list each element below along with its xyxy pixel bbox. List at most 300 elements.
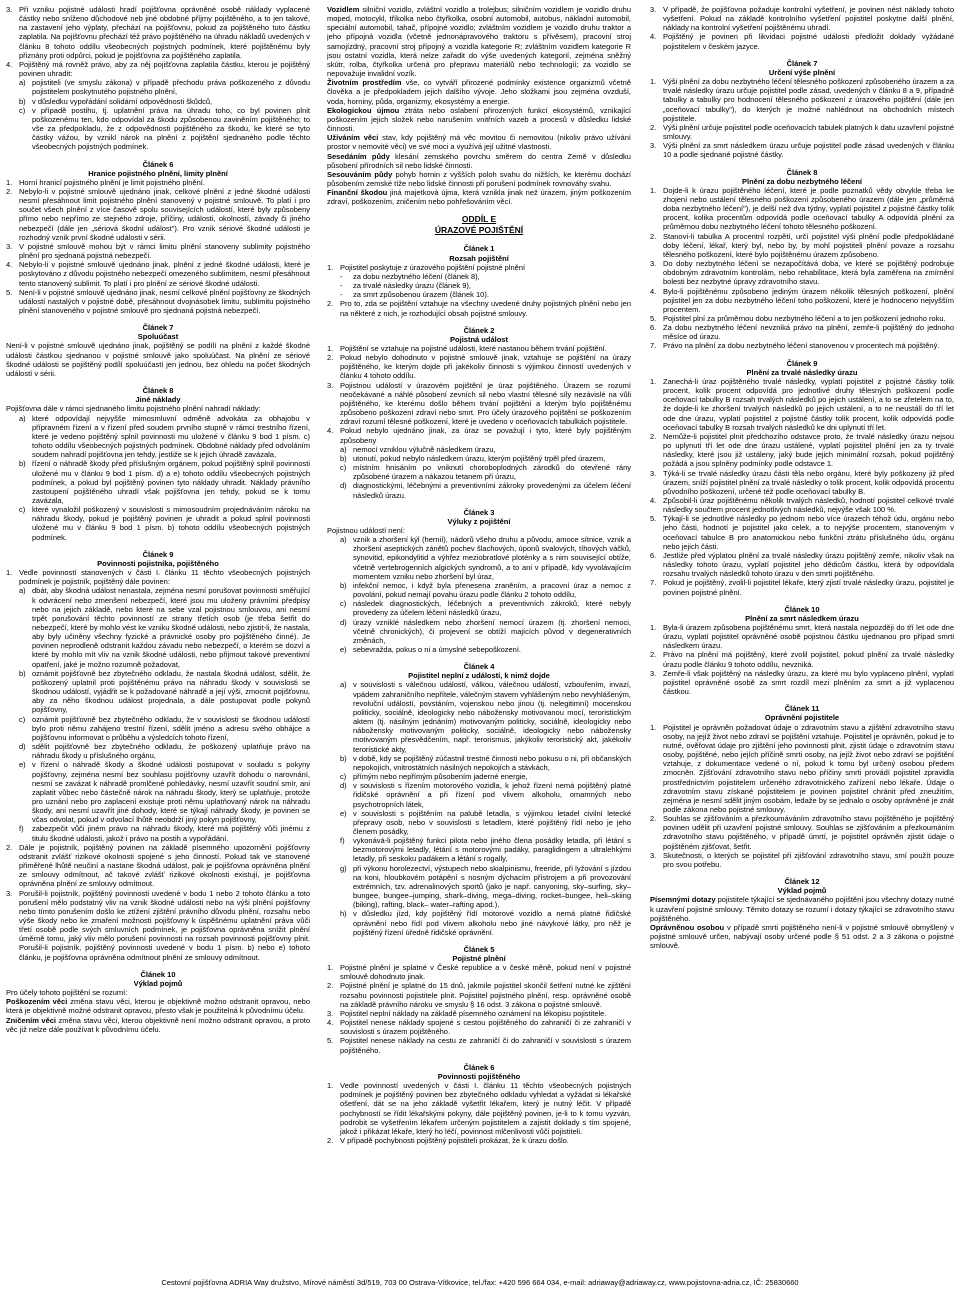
item-text: řízení o náhradě škody před příslušným orgánem, pokud pojištěný splnil povinnosti uložené mu v článku 9 bod 1 písm. d) a e) tohoto oddílu všeobecných pojistných podmínek, a pokud byl pojištěný povinen tyto náklady uhradit. Náklady právního zastoupení pojištěného uhradí však pojišťovna jen tehdy, pokud se k tomu zavázala, <box>32 459 310 505</box>
text-column-left <box>6 5 310 1245</box>
defined-term: Ekologickou újmou <box>327 105 400 115</box>
defined-term: Finanční škodou <box>327 188 388 198</box>
article-title: Hranice pojistného plnění, limity plnění <box>88 168 228 178</box>
list-item <box>327 864 631 910</box>
definition-text: jiná majetková újma, která vznikla jinak než úrazem, jiným poškozením zdraví, poškozením, zničením nebo pohřešováním věcí. <box>327 188 631 207</box>
article-title: Výklad pojmů <box>777 886 827 896</box>
article-title: Výklad pojmů <box>133 978 183 988</box>
article-heading <box>327 1063 631 1081</box>
article-title: Pojistné plnění <box>452 954 506 963</box>
numbered-paragraph <box>327 1009 631 1018</box>
numbered-paragraph <box>650 377 954 432</box>
article-title: Plnění za dobu nezbytného léčení <box>741 176 862 186</box>
numbered-paragraph <box>650 469 954 496</box>
defined-term: Životním prostředím <box>327 78 402 88</box>
article-heading <box>650 168 954 186</box>
item-marker: 5. <box>6 287 13 297</box>
numbered-paragraph <box>650 32 954 50</box>
definition-paragraph <box>650 923 954 950</box>
numbered-paragraph <box>6 60 310 78</box>
definition-paragraph <box>6 1016 310 1034</box>
item-marker: c) <box>340 599 347 609</box>
article-heading <box>6 323 310 341</box>
list-item <box>6 459 310 505</box>
item-text: za trvalé následky úrazu (článek 9), <box>353 281 471 291</box>
item-marker: 2. <box>650 122 657 132</box>
list-item <box>327 645 631 654</box>
item-marker: 2. <box>6 186 13 196</box>
definition-paragraph <box>327 152 631 170</box>
item-text: které odpovídají nejvyšše mimosmluvní odměně advokáta za obhajobu v přípravném řízení a v řízení před soudem prvního stupně v rámci trestního řízení, které je vedeno pojištěný splnil povinnosti mu uložené v článku 9 bod 1 písm. c) tohoto oddílu všeobecných pojistných podmínek. Obdobné náklady před odvoláním soudem nahradí pojišťovna jen tehdy, jestliže se k jejich úhradě zavázala, <box>32 413 310 460</box>
item-text: vznik a zhoršení kýl (hernií), nádorů všeho druhu a původu, amoce sítnice, vznik a zhoršení aseptických zánětů pochev šlachových, úponů svalových, tíhových váčků, synovitid, epikondylitid a výhřez meziobratlové ploténky a s nim související obtíže, včetně vertebrogenních algických syndromů, a to ani v případě, kdy vyvolávajícím momentem vzniku nebo zhoršení byl úraz, <box>353 535 631 581</box>
item-marker: g) <box>340 863 347 873</box>
item-marker: c) <box>340 463 347 473</box>
article-heading <box>327 244 631 262</box>
numbered-paragraph <box>6 242 310 260</box>
item-marker: 1. <box>650 722 657 732</box>
item-text: zabezpečit vůči jiném právo na náhradu škody, které má pojištěný vůči jinému z titulu škodné události, jakož i právo na postih a vypořádání. <box>32 824 310 843</box>
numbered-paragraph <box>6 178 310 187</box>
item-text: nemocí vzniklou výlučně následkem úrazu, <box>353 444 496 454</box>
definition-text: pohyb hornin z vyšších poloh svahu do nižších, ke kterému dochází působením zemské tíže nebo lidské činnosti při porušení podmínek rovnováhy svahu. <box>327 169 631 188</box>
list-item <box>327 618 631 645</box>
item-marker: d) <box>340 481 347 491</box>
item-marker: - <box>340 271 343 281</box>
article-heading <box>327 508 631 526</box>
article-number: Článek 1 <box>463 244 495 254</box>
list-item <box>327 290 631 299</box>
item-marker: d) <box>340 617 347 627</box>
item-text: Byla-li úrazem způsobena pojištěnému smrt, která nastala nejpozději do tří let ode dne úrazu, vyplatí pojistitel oprávněné osobě pojistnou částku ujednanou pro případ smrti následkem úrazu. <box>663 623 954 651</box>
article-title: Povinnosti pojistníka, pojištěného <box>97 558 219 568</box>
item-marker: c) <box>19 105 26 115</box>
item-text: Výši plnění za dobu nezbytného léčení tělesného poškození způsobeného úrazem a za trvalé následky úrazu určuje pojistitel podle zásad, uvedených v článku 8 a 9, případně tabulky a tabulky pro hodnocení tělesného poškození z úrazového pojištění (dále jen „oceňovací tabulky"), do kterých je možné nahlédnout na obchodních místech pojistitele. <box>663 77 954 123</box>
list-item <box>327 836 631 863</box>
item-marker: e) <box>340 645 347 654</box>
paragraph: Pro účely tohoto pojištění se rozumí: <box>6 988 128 998</box>
article-title: Určení výše plnění <box>768 67 836 77</box>
paragraph: Pojistnou událostí není: <box>327 525 405 535</box>
numbered-paragraph <box>650 232 954 259</box>
item-marker: 2. <box>327 981 334 991</box>
article-title: Rozsah pojištění <box>449 253 509 263</box>
section-heading <box>327 214 631 236</box>
numbered-paragraph <box>650 551 954 578</box>
item-text: za smrt způsobenou úrazem (článek 10). <box>353 290 489 300</box>
numbered-paragraph <box>650 650 954 668</box>
item-text: dbát, aby škodná událost nenastala, zejména nesmí porušovat povinnosti směřující k odvrácení nebo zmenšení nebezpečí, které jsou mu uloženy právními předpisy nebo na jejich základě, nebo které na sebe vzal pojistnou smlouvou, ani nesmí trpět porušování těchto povinností ze strany třetích osob (je třeba šetřit do nebezpečí, které by mohlo vést ke vzniku škodné události, nebo zjistit-li, že nastala, aby byly učiněny všechny fyzické a právnické osoby pro pojištěného činné). Je povinen neprodleně odstranit každou závadu nebo nebezpečí, o kterém se dozví a které by mohlo mít vliv na vznik škodné události, nebo přijmout takové preventivní opatření, jaké je možno rozumně požadovat, <box>32 586 310 669</box>
item-marker: 1. <box>327 963 334 973</box>
item-marker: 5. <box>327 1036 334 1046</box>
list-item <box>327 281 631 290</box>
item-marker: 3. <box>327 1008 334 1018</box>
list-item <box>6 824 310 842</box>
defined-term: Sesedáním půdy <box>327 151 390 161</box>
item-marker: 1. <box>6 177 13 187</box>
numbered-paragraph <box>650 314 954 323</box>
article-number: Článek 6 <box>142 159 174 169</box>
item-text: Zemře-li však pojištěný na následky úrazu, za které mu bylo vyplaceno plnění, vyplatí pojistitel oprávněné osobě za smrt rozdíl mezi plněním za smrt a již vyplacenou částkou. <box>663 668 954 697</box>
article-title: Povinnosti pojištěného <box>437 1071 521 1081</box>
definition-text: silniční vozidlo, zvláštní vozidlo a trolejbus; silničním vozidlem je vozidlo druhu moped, motocykl, tříkolka nebo čtyřkolka, osobní automobil, autobus, nákladní automobil, speciální automobil, tahač, přípojné vozidlo; zvláštním vozidlem je vozidlo druhu traktor a jeho přípojná vozidla (včetně jednonápravového traktoru s přívěsem), pracovní stroj samojízdný, pracovní stroj přípojný a vozidla kategorie R; zvláštním vozidlem kategorie R jsou ostatní vozidla, která nelze zařadit do výše uvedených kategorií, zejména sněžný skútr, rolba, čtyřkolka určená pro přepravu materiálů nebo technologií; za vozidlo se nepovažuje invalidní vozík. <box>327 5 631 79</box>
item-text: Právo na plnění za dobu nezbytného léčení stanovenou v procentech má pojištěný. <box>663 341 940 351</box>
item-text: Právo na plnění má pojištěný, které zvolil pojistitel, pokud plnění za trvalé následky úrazu podle článku 9 tohoto oddílu, nevzniká. <box>663 650 954 669</box>
item-text: vykonává-li pojištěný funkci pilota nebo jiného člena posádky letadla, při létání s bezmotorovými letadly, létání s motorovými padáky, paraglidingem a ultralehkými letadly, při seskoku padákem a létání s rogally, <box>353 836 631 864</box>
list-item <box>327 445 631 454</box>
list-item <box>6 505 310 542</box>
numbered-paragraph <box>650 259 954 286</box>
numbered-paragraph <box>650 141 954 159</box>
item-marker: f) <box>340 836 345 846</box>
item-text: Výši plnění za smrt následkem úrazu určuje pojistitel podle zásad uvedených v článku 10 a podle sjednané pojistné částky. <box>663 141 954 160</box>
article-heading <box>6 386 310 404</box>
numbered-paragraph <box>327 963 631 981</box>
article-number: Článek 6 <box>463 1062 495 1072</box>
list-item <box>327 454 631 463</box>
article-heading <box>650 59 954 77</box>
item-marker: 3. <box>650 141 657 151</box>
item-marker: 3. <box>6 888 13 898</box>
item-text: Při vzniku pojistné události hradí pojišťovna oprávněné osobě náklady vyplacené částky nebo sníženo důchodové neb jiné obdobné příjmy pojištěného, a to jen takové, na zastavení jeho výplaty, přechází na pojišťovnu, pokud za pojištěného tuto částku zaplatila. Na pojišťovnu přechází též právo pojištěného na úhradu nákladů uvedených v článku 8 tohoto oddílu všeobecných pojistných podmínek, které pojištěnému byly přiznány proti odpůrci, pokud je pojišťovna za pojištěného zaplatila. <box>19 5 310 60</box>
item-text: v případě postihu, tj. uplatnění práva na úhradu toho, co byl povinen plnit poškozenému ten, kdo odpovídal za škodu způsobenou zaviněním pojištěného; to vše za předpokladu, že z odpovědnosti pojištěného za škodu, ke které se tyto částky vážou, by vznikl nárok na plnění z pojištění sjednaného podle těchto všeobecných pojistných podmínek. <box>32 105 310 152</box>
numbered-paragraph <box>6 187 310 242</box>
item-text: Pojistitel nenese náklady na cestu ze zahraničí či do zahraničí v souvislosti s úrazem pojištěného. <box>340 1036 631 1055</box>
numbered-paragraph <box>327 1036 631 1054</box>
numbered-paragraph <box>650 578 954 596</box>
item-text: v souvislosti s válečnou událostí, válkou, válečnou událostí, vzbouřením, invazí, vpádem zahraničního nepřítele, válečným stavem vyhlášeným nebo nevyhlášeným, revoluční událostí, povstáním, vojenskou nebo jinou (tj. nelegitimní) mocenskou politicky, sociálně, ideologicky nebo nábožensky motivovanou mocí, teroristickým aktem (tj. násilným jednáním) motivovaným politicky, sociálně, ideologicky nebo nábožensky motivovaným politicky, sociálně, ideologicky nebo nábožensky motivovaným přesvědčením, např. terorismus, jakýkoliv teroristický akt, jakékoliv teroristické akty, <box>353 680 631 754</box>
list-item <box>327 535 631 581</box>
numbered-paragraph <box>650 814 954 851</box>
definition-text: v případě smrti pojištěného není-li v pojistné smlouvě obmyšlený v pojistné smlouvě určen, nabývají osoby určené podle § 51 odst. 2 a 3 zákona o pojistné smlouvě. <box>650 922 954 951</box>
item-marker: 1. <box>327 344 334 353</box>
list-item <box>327 581 631 599</box>
item-text: Pojištění se vztahuje na pojistné události, které nastanou během trvání pojištění. <box>340 344 607 353</box>
article-heading <box>327 945 631 963</box>
numbered-paragraph <box>650 669 954 696</box>
article-title: Výluky z pojištění <box>447 516 511 526</box>
text-column-right <box>650 5 954 1245</box>
item-marker: 2. <box>327 1135 334 1145</box>
item-text: sebevražda, pokus o ni a úmyslné sebepoškození. <box>353 645 522 654</box>
item-marker: b) <box>340 453 347 463</box>
item-text: Nemůže-li pojistitel plnit předchozího odstavce proto, že trvalé následky úrazu nejsou po uplynutí tří let ode dne úrazu ustálené, vyplatí pojistitel plnění jen za ty trvalé následky, které jsou již ustáleny, jaký bude jejich minimální rozsah, pokud pojištěný požádá a jsou splněny podmínky podle odstavce 1. <box>663 431 954 469</box>
list-item <box>327 463 631 481</box>
item-marker: 3. <box>6 5 13 14</box>
item-marker: 4. <box>6 260 13 270</box>
list-item <box>327 781 631 808</box>
article-heading <box>327 662 631 680</box>
item-text: úrazy vzniklé následkem nebo zhoršení nemocí úrazem (tj. zhoršení nemoci, včetně chronických), či projevení se obtíží majících původ v degenerativních změnách, <box>353 617 631 645</box>
article-number: Článek 9 <box>786 358 818 368</box>
item-text: Horní hranicí pojistného plnění je limit pojistného plnění. <box>19 177 205 187</box>
list-item <box>6 715 310 742</box>
list-item <box>327 809 631 836</box>
item-marker: 2. <box>327 299 334 309</box>
definition-text: změna stavu věci, kterou je objektivně možno odstranit opravou, nebo která je objektivně možné odstranit opravou, přesto však je použitelná k původnímu účelu. <box>6 997 310 1016</box>
item-marker: b) <box>19 668 26 678</box>
paragraph: Není-li v pojistné smlouvě ujednáno jinak, pojištěný se podílí na plnění z každé škodné události částkou sjednanou v pojistné smlouvě jako spoluúčast. Na plnění ze sériové škodné události se pojištěný podílí spoluúčastí jen jednou, bez ohledu na počet škodných událostí v sérii. <box>6 341 310 378</box>
item-marker: a) <box>340 444 347 454</box>
item-marker: 3. <box>6 241 13 251</box>
item-text: Pojistitel nenese náklady spojené s cestou pojištěného do zahraničí či ze zahraničí v souvislosti s úrazem pojištěného. <box>340 1018 631 1037</box>
item-marker: 3. <box>650 259 657 269</box>
article-number: Článek 2 <box>463 325 495 335</box>
article-heading <box>650 605 954 623</box>
item-marker: 2. <box>650 231 657 241</box>
list-item <box>6 760 310 824</box>
item-text: Pro to, zda se pojištění vztahuje na všechny uvedené druhy pojistných plnění nebo jen na některé z nich, je rozhodující obsah pojistné smlouvy. <box>340 299 631 318</box>
item-text: Způsobil-li úraz pojištěnému několik trvalých následků, hodnotí pojistitel celkové trvalé následky součtem procent jednotlivých následků, nejvýše však 100 %. <box>663 495 954 515</box>
item-text: Bylo-li pojištěnému způsobeno jediným úrazem několik tělesných poškození, plnění pojistitel jen za dobu nezbytného léčení toho poškození, které je hodnoceno nejvyšším procentem. <box>663 286 954 314</box>
section-heading-line: ODDÍL E <box>461 214 497 225</box>
numbered-paragraph <box>650 723 954 815</box>
numbered-paragraph <box>327 344 631 353</box>
numbered-paragraph <box>6 288 310 315</box>
page-footer: Cestovní pojišťovna ADRIA Way družstvo, Mírové náměstí 3d/519, 703 00 Ostrava-Vítkovice, tel./fax: +420 596 664 034, e-mail: adriaway@adriaway.cz, www.pojistovna-adria.cz, IČ: 25830660 <box>161 1278 799 1287</box>
item-marker: 2. <box>650 431 657 441</box>
article-number: Článek 10 <box>140 969 176 979</box>
numbered-paragraph <box>650 496 954 514</box>
item-text: přímým nebo nepřímým působením jaderné energie, <box>353 772 528 782</box>
item-marker: 7. <box>650 341 657 351</box>
item-text: V případě, že pojišťovna požaduje kontrolní vyšetření, je povinen nést náklady tohoto vyšetření. Pokud na základě kontrolního vyšetření pojistitel poskytne další plnění, náklady na kontrolní vyšetření pojištěnému uhradí. <box>663 5 954 33</box>
item-marker: a) <box>19 78 26 88</box>
item-text: Týkají-li se jednotlivé následky po jednom nebo více úrazech téhož údu, orgánu nebo jeho části, hodnotí je pojistitel jako celek, a to nejvýše procentem, stanoveným v oceňovací tabulce B pro anatomickou nebo funkční ztrátu příslušného údu, orgánu nebo jejich části. <box>663 514 954 551</box>
article-title: Pojistná událost <box>450 334 508 344</box>
numbered-paragraph <box>650 432 954 469</box>
item-text: v důsledku jízd, kdy pojištěný řídí motorové vozidlo a nemá platné řidičské oprávnění nebo řídí pod vlivem alkoholu nebo jiné návykové látky, pro něž je pojištěný řízení úředně řidičské oprávnění. <box>353 909 631 937</box>
numbered-paragraph <box>6 843 310 889</box>
defined-term: Písemnými dotazy <box>650 895 716 905</box>
definition-paragraph <box>650 895 954 922</box>
item-text: Zanechá-li úraz pojištěného trvalé následky, vyplatí pojistitel z pojistné částky tolik procent, kolik procent odpovídá pro jednotlivé druhy tělesných poškození podle oceňovací tabulky B rozsah trvalých následků po jejich ustálení, a to se zřetelem na to, že dojde-li ke zhoršení trvalých následků po jejich ustálení, a to ne neustálí do tří let ode dne úrazu, vyplatí pojistitel z pojistné částky tolik procent, kolik odpovídá podle oceňovací tabulky B rozsah trvalých následků ke dni uplynutí tří let. <box>663 376 954 432</box>
item-text: místním hnisáním po vniknutí choroboplodných zárodků do otevřené rány způsobené úrazem a nákazou tetanem při úrazu, <box>353 463 631 482</box>
article-number: Článek 8 <box>142 386 174 396</box>
item-marker: 1. <box>650 623 657 632</box>
definition-paragraph <box>6 997 310 1015</box>
numbered-paragraph <box>327 1018 631 1036</box>
item-marker: 1. <box>327 262 334 272</box>
numbered-paragraph <box>327 1136 631 1145</box>
definition-text: ztráta nebo oslabení přirozených funkcí ekosystémů, vznikající poškozením jejich složek nebo narušením vnitřních vazeb a procesů v důsledku lidské činnosti. <box>327 105 631 134</box>
item-marker: c) <box>19 505 26 515</box>
numbered-paragraph <box>650 77 954 123</box>
list-item <box>6 414 310 460</box>
item-marker: 2. <box>650 814 657 824</box>
article-number: Článek 12 <box>784 877 820 887</box>
article-heading <box>327 326 631 344</box>
article-title: Plnění za smrt následkem úrazu <box>745 613 859 623</box>
numbered-paragraph <box>650 287 954 314</box>
item-text: Vedle povinností uvedených v části I. článku 11 těchto všeobecných pojistných podmínek je pojištěný povinen bez zbytečného odkladu vyhledat a vyžádat si lékařské ošetření, dát se na jeho základě vyšetřit lékařem, který je nutný léčit. V případě pochybností se řídit lékařskými pokyny, dále pojištěný povinen, je-li to k tomu vyzván, podrobit se vyšetřením lékařem určeným pojistitelem a zajistit doklady s tím spojené, jakož i přikázat lékaře, který ho léčí, povinnost mlčenlivosti vůči pojistiteli. <box>340 1081 631 1136</box>
item-marker: f) <box>19 824 24 834</box>
item-marker: a) <box>19 586 26 596</box>
item-marker: d) <box>340 781 347 791</box>
numbered-paragraph <box>650 623 954 650</box>
item-text: v souvislosti s řízením motorového vozidla, k jehož řízení nemá pojištěný platné řidičské oprávnění a při řízení pod vlivem alkoholu, omamných nebo psychotropních látek, <box>353 781 631 809</box>
item-text: které vynaložil poškozený v souvislosti s mimosoudním projednáváním nároku na náhradu škody, pokud je pojištěný povinen je uhradit a pokud splnil povinnosti uložené mu v článku 9 bod 1 písm. b) tohoto oddílu všeobecných pojistných podmínek. <box>32 505 310 542</box>
item-marker: 4. <box>327 1018 334 1028</box>
item-marker: 7. <box>650 578 657 588</box>
item-text: utonutí, pokud nebylo následkem úrazu, kterým pojištěný trpěl před úrazem, <box>353 453 606 463</box>
item-marker: 2. <box>327 353 334 363</box>
item-marker: 5. <box>650 514 657 524</box>
item-marker: e) <box>19 760 26 770</box>
item-text: V pojistné smlouvě mohou být v rámci limitu plnění stanoveny sublimity pojistného plnění pro sjednaná pojistná nebezpečí. <box>19 241 310 261</box>
definition-paragraph <box>327 5 631 78</box>
item-marker: 5. <box>650 314 657 323</box>
item-text: v důsledku vypořádání solidární odpovědnosti škůdců, <box>32 96 213 106</box>
item-marker: 4. <box>6 59 13 69</box>
item-text: Není-li v pojistné smlouvě ujednáno jinak, nesmí celkové plnění pojišťovny ze škodných událostí nastalých v pojistné době, přesáhnout dvojnásobek limitu, sublimitu pojistného plnění stanoveného v pojistné smlouvě pro sjednaná pojistná nebezpečí. <box>19 287 310 315</box>
definition-text: vše, co vytváří přirozené podmínky existence organizmů včetně člověka a je předpokladem jejich dalšího vývoje. Jeho složkami jsou zejména ovzduší, voda, horniny, půda, organizmy, ekosystémy a energie. <box>327 78 631 106</box>
item-text: Dojde-li k úrazu pojištěného léčení, které je podle poznatků vědy obvykle třeba ke zhojení nebo ustálení tělesného poškození způsobeného úrazem (dále jen „průměrná doba nezbytného léčení"), je delší než dva týdny, vyplatí pojistitel z pojistné částky tolik procent, kolika procentům odpovídá podle oceňovací tabulky A odpovídá plnění za průměrnou dobu nezbytného léčení tohoto tělesného poškození. <box>663 185 954 232</box>
list-item <box>6 106 310 152</box>
item-text: v souvislosti s pojištěním na palubě letadla, s výjimkou letadel civilní letecké přepravy osob, nebo v souvislosti s letadlem, které pojištěný řídí nebo je jeho členem posádky, <box>353 808 631 836</box>
article-title: Pojistitel neplní z událostí, k nimž dojde <box>408 671 550 681</box>
numbered-paragraph <box>6 889 310 962</box>
article-title: Spoluúčast <box>137 332 179 342</box>
item-marker: e) <box>340 808 347 818</box>
item-marker: b) <box>19 459 26 469</box>
article-heading <box>650 704 954 722</box>
item-marker: c) <box>19 714 26 724</box>
item-marker: b) <box>340 580 347 590</box>
item-marker: 6. <box>650 550 657 560</box>
paragraph: Pojišťovna dále v rámci sjednaného limitu pojistného plnění nahradí náklady: <box>6 404 261 414</box>
defined-term: Sesouváním půdy <box>327 169 393 179</box>
item-marker: 1. <box>6 568 13 578</box>
numbered-paragraph <box>6 260 310 287</box>
item-marker: 1. <box>650 185 657 195</box>
item-text: Pokud nebylo ujednáno jinak, za úraz se považují i tyto, které byly pojištěným způsobeny <box>340 426 631 445</box>
defined-term: Poškozením věci <box>6 997 68 1007</box>
article-number: Článek 10 <box>784 604 820 614</box>
numbered-paragraph <box>6 5 310 60</box>
article-number: Článek 9 <box>142 549 174 559</box>
article-number: Článek 7 <box>786 58 818 68</box>
item-text: Pokud nebylo dohodnuto v pojistné smlouvě jinak, vztahuje se pojištění na úrazy pojištěného, ke kterým dojde při jakékoliv činnosti s výjimkou činností uvedených v článku 4 tohoto oddílu. <box>340 353 631 381</box>
article-number: Článek 5 <box>463 944 495 954</box>
item-marker: 4. <box>650 32 657 42</box>
item-marker: 1. <box>650 77 657 87</box>
item-text: následek diagnostických, léčebných a preventivních zákroků, které nebyly provedeny za účelem léčení následků úrazu, <box>353 599 631 618</box>
defined-term: Užíváním věci <box>327 133 379 143</box>
item-marker: 1. <box>327 1081 334 1091</box>
item-marker: b) <box>19 96 26 106</box>
item-text: při výkonu horolezectví, výstupech nebo skialpinismu, freeride, při lyžování s jízdou na koni, hloubkovém potápění s nosným dýchacím přístrojem a při provozování extrémních, tzv. adrenalinových sportů (jako je např. canyoning, sky–surfing, sky–bungee, bungee–jumping, shark–diving, mega–diving, rocket–bungee, heli–skiing (biking), rafting, black– water–rafting apod.), <box>353 863 631 910</box>
definition-text: stav, kdy pojištěný má věc movitou či nemovitou (nikoliv právo užívání prostor v nemovité věci) ve své moci a využívá její užitné vlastnosti. <box>327 133 631 152</box>
item-text: Nebylo-li v pojistné smlouvě ujednáno jinak, plnění z jedné škodné události, které je poskytováno z důvodu pojistného nebezpečí omezeného sublimitem, nesmí přesáhnout tento stanovený sublimit. To platí i pro plnění ze sériové škodné události. <box>19 260 310 288</box>
item-marker: 4. <box>327 426 334 436</box>
item-text: Stanoví-li tabulka A procentní rozpětí, určí pojistitel výši plnění podle předpokládané doby léčení, lékař, který byl, nebo by, by mohl pojistiteli plnění povaze a rozsahu tělesného poškození, které bylo pojištěnému úrazem způsobeno. <box>663 231 954 259</box>
item-text: za dobu nezbytného léčení (článek 8), <box>353 271 480 281</box>
article-heading <box>6 550 310 568</box>
definition-text: klesání zemského povrchu směrem do centra Země v důsledku působení přírodních sil nebo lidské činnosti. <box>327 151 631 170</box>
numbered-paragraph <box>327 263 631 272</box>
item-marker: - <box>340 290 343 300</box>
list-item <box>327 599 631 617</box>
item-text: Vedle povinností stanovených v části I. článku 11 těchto všeobecných pojistných podmínek je pojistník, pojištěný dále povinen: <box>19 568 310 587</box>
article-heading <box>650 877 954 895</box>
article-heading <box>650 359 954 377</box>
definition-paragraph <box>327 106 631 133</box>
numbered-paragraph <box>327 1081 631 1136</box>
item-marker: d) <box>19 742 26 752</box>
item-text: oznámit pojišťovně bez zbytečného odkladu, že v souvislosti se škodnou událostí bylo proti němu zahájeno trestní řízení, sdělit jméno a adresu svého obhájce a pojišťovnu informovat o průběhu a výsledcích tohoto řízení, <box>32 714 310 742</box>
item-text: Jestliže před výplatou plnění za trvalé následky úrazu pojištěný zemře, nikoliv však na následky tohoto úrazu, vyplatí pojistitel jeho dědicům částku, která by odpovídala rozsahu trvalých následků tohoto úrazu v den smrti pojištěného. <box>663 550 954 579</box>
item-text: Dále je pojistník, pojištěný povinen na základě písemného upozornění pojišťovny odstranit zvlášť rizikové okolnosti spojené s jeho činností. Pokud tak ve stanovené přiměřené lhůtě neučiní a nastane škodná událost, pak je pojišťovna oprávněna plnění ze smlouvy odmítnout, ač takové zvlášť rizikové okolnosti existují, je pojišťovna oprávněna plnění ze smlouvy odmítnout. <box>19 842 310 889</box>
item-marker: a) <box>340 535 347 545</box>
item-text: Pojistitel je oprávněn požadovat údaje o zdravotním stavu a zjištění zdravotního stavu osoby, na jejíž život nebo zdraví se pojištění vztahuje. Pojistitel je oprávněn, pokud je to nutné, ověřovat údaje pro zjištění jeho povinnosti plnit, zjistit údaje o zdravotním stavu osoby, pojištěné, nebo jejích příčině smrti osoby, na jejíž život nebo zdraví se pojištění vztahuje, z dokumentace vedené o ní, pokud k tomu byl určený osobou předem zmocněn. Zjišťování zdravotního stavu nebo příčiny smrti provádí pojistitel zpravidla prostřednictvím pojistitelem určeného zdravotnického zařízení nebo lékaře. Údaje o zdravotním stavu získané pojistitelem je povinen pojistitel chránit před zneužitím, zejména je nesmí sdělit jiným osobám, ledaže by se jednalo o osoby oprávněné je znát podle zákona nebo pojistné smlouvy. <box>663 722 954 814</box>
item-marker: 1. <box>650 376 657 386</box>
item-text: Porušil-li pojistník, pojištěný povinnosti uvedené v bodu 1 nebo 2 tohoto článku a toto porušení mělo podstatný vliv na vznik škodné události nebo na výši plnění pojišťovny nebo tímto porušením došlo ke ztížení zjištění právního důvodu plnění, rozsahu nebo výše škody nebo ke zmaření možnosti pojišťovny k úspěšnému uplatnění práva vůči třetí osobě podle svých smluvních podmínek, je pojišťovna oprávněna snížit plnění úměrně tomu, jaký vliv mělo porušení povinnosti na rozsah povinnosti pojišťovny plnit. Porušil-li pojistník, pojištěný povinnosti uvedené v bodu 1 písm. b) nebo e) tohoto článku, je pojišťovna oprávněna odmítnout plnění ze smlouvy odmítnout. <box>19 888 310 962</box>
numbered-paragraph <box>327 353 631 380</box>
definition-text: změna stavu věci, kterou objektivně není možno odstranit opravou, a proto věc již nelze dále používat k původnímu účelu. <box>6 1015 310 1034</box>
item-text: diagnostickými, léčebnými a preventivními zákroky provedenými za účelem léčení následků úrazu. <box>353 481 631 500</box>
numbered-paragraph <box>650 851 954 869</box>
item-text: Výši plnění určuje pojistitel podle oceňovacích tabulek platných k datu uzavření pojistné smlouvy. <box>663 122 954 142</box>
item-marker: 4. <box>650 286 657 296</box>
item-text: Souhlas se zjišťováním a přezkoumáváním zdravotního stavu pojištěného je pojištěný povinen udělit při uzavření pojistné smlouvy. Souhlas se zjišťováním a přezkoumáním zdravotního stavu pojištěného, v případě úmrtí, je pojistitel oprávněn zjistit údaje o pojištěném zjišťovat, šetřit. <box>663 814 954 851</box>
item-text: Pojistné plnění je splatné v České republice a v české měně, pokud není v pojistné smlouvě dohodnuto jinak. <box>340 963 631 982</box>
item-text: Pojištěný je povinen při likvidaci pojistné události předložit doklady vyžádané pojistitelem v českém jazyce. <box>663 32 954 51</box>
numbered-paragraph <box>327 981 631 1008</box>
numbered-paragraph <box>650 5 954 32</box>
article-number: Článek 3 <box>463 507 495 517</box>
section-heading-line: ÚRAZOVÉ POJIŠTĚNÍ <box>434 225 524 236</box>
item-marker: 4. <box>650 495 657 505</box>
article-number: Článek 8 <box>786 167 818 177</box>
numbered-paragraph <box>650 323 954 341</box>
article-title: Jiné náklady <box>135 395 181 405</box>
list-item <box>327 909 631 936</box>
numbered-paragraph <box>6 568 310 586</box>
article-heading <box>6 160 310 178</box>
item-text: Do doby nezbytného léčení se nezapočítává doba, ve které se pojištěný podrobuje obdobným zdravotním kontrolám, nebo rehabilitace, která byla zaměřena na zmírnění bolesti bez nezbytné úpravy zdravotního stavu. <box>663 259 954 287</box>
list-item <box>6 78 310 96</box>
numbered-paragraph <box>650 341 954 350</box>
list-item <box>327 754 631 772</box>
list-item <box>6 97 310 106</box>
item-marker: c) <box>340 772 347 782</box>
numbered-paragraph <box>650 123 954 141</box>
item-marker: a) <box>340 680 347 690</box>
item-marker: 3. <box>650 5 657 14</box>
item-marker: b) <box>340 753 347 763</box>
item-marker: 3. <box>650 468 657 478</box>
item-marker: 3. <box>327 380 334 390</box>
article-title: Plnění za trvalé následky úrazu <box>746 367 858 377</box>
list-item <box>327 481 631 499</box>
list-item <box>6 586 310 668</box>
text-column-middle <box>327 5 631 1245</box>
item-text: V případě pochybnosti pojištěný pojistiteli prokázat, že k úrazu došlo. <box>340 1135 569 1145</box>
definition-text: pojistitele týkající se sjednávaného pojištění jsou všechny dotazy nutné k uzavření pojistné smlouvy. Těmito dotazy se rozumí i dotazy týkající se zdravotního stavu pojištěného. <box>650 895 954 923</box>
item-text: Nebylo-li v pojistné smlouvě ujednáno jinak, celkové plnění z jedné škodné události nesmí přesáhnout limit pojistného plnění stanovený v pojistné smlouvě. To platí i pro součet všech plnění z více časově spolu souvisejících událostí, které byly způsobeny přímo nebo nepřímo ze stejného zdroje, příčiny, události, okolností, závady či jiného nebezpečí (dále jen „sériová škodní událost"). Pro vznik sériové škodné události je rozhodný vznik první škodné události v sérii. <box>19 186 310 242</box>
item-marker: h) <box>340 909 347 919</box>
item-marker: - <box>340 281 343 291</box>
numbered-paragraph <box>327 426 631 444</box>
numbered-paragraph <box>650 186 954 232</box>
item-text: infekční nemoc, i když byla přenesena zraněním, a pracovní úraz a nemoc z povolání, pokud nemají povahu úrazu podle článku 2 tohoto oddílu, <box>353 580 631 600</box>
definition-paragraph <box>327 78 631 105</box>
list-item <box>327 772 631 781</box>
item-text: v řízení o náhradě škody a škodné události postupovat v souladu s pokyny pojišťovny, zejména nesmí bez souhlasu pojišťovny uzavřít dohodu o narovnání, nesmí se zavázat k náhradě promlčené pohledávky, nesmí uzavřít soudní smír, ani zaplatit vůbec nebo částečně nárok na náhradu škody, který se uplatňuje, protože pro uznání nebo pro zaplacení existuje proti němu uplatňovaný nárok na náhradu škody, ani nesmí uzavřít jiné dohody, které se týkají náhrady škody, je povinen se včas odvolat, pokud v odvolací lhůtě neobdrží jiný pokyn pojišťovny, <box>32 760 310 825</box>
item-text: Pojistitel plní za průměrnou dobu nezbytného léčení a to jen poškození jednoho roku. <box>663 314 946 323</box>
item-text: pojistiteli (ve smyslu zákona) v případě přechodu práva poškozeného z důvodu pojistitelem poskytnutého pojistného plnění, <box>32 78 310 97</box>
item-marker: 2. <box>650 650 657 660</box>
